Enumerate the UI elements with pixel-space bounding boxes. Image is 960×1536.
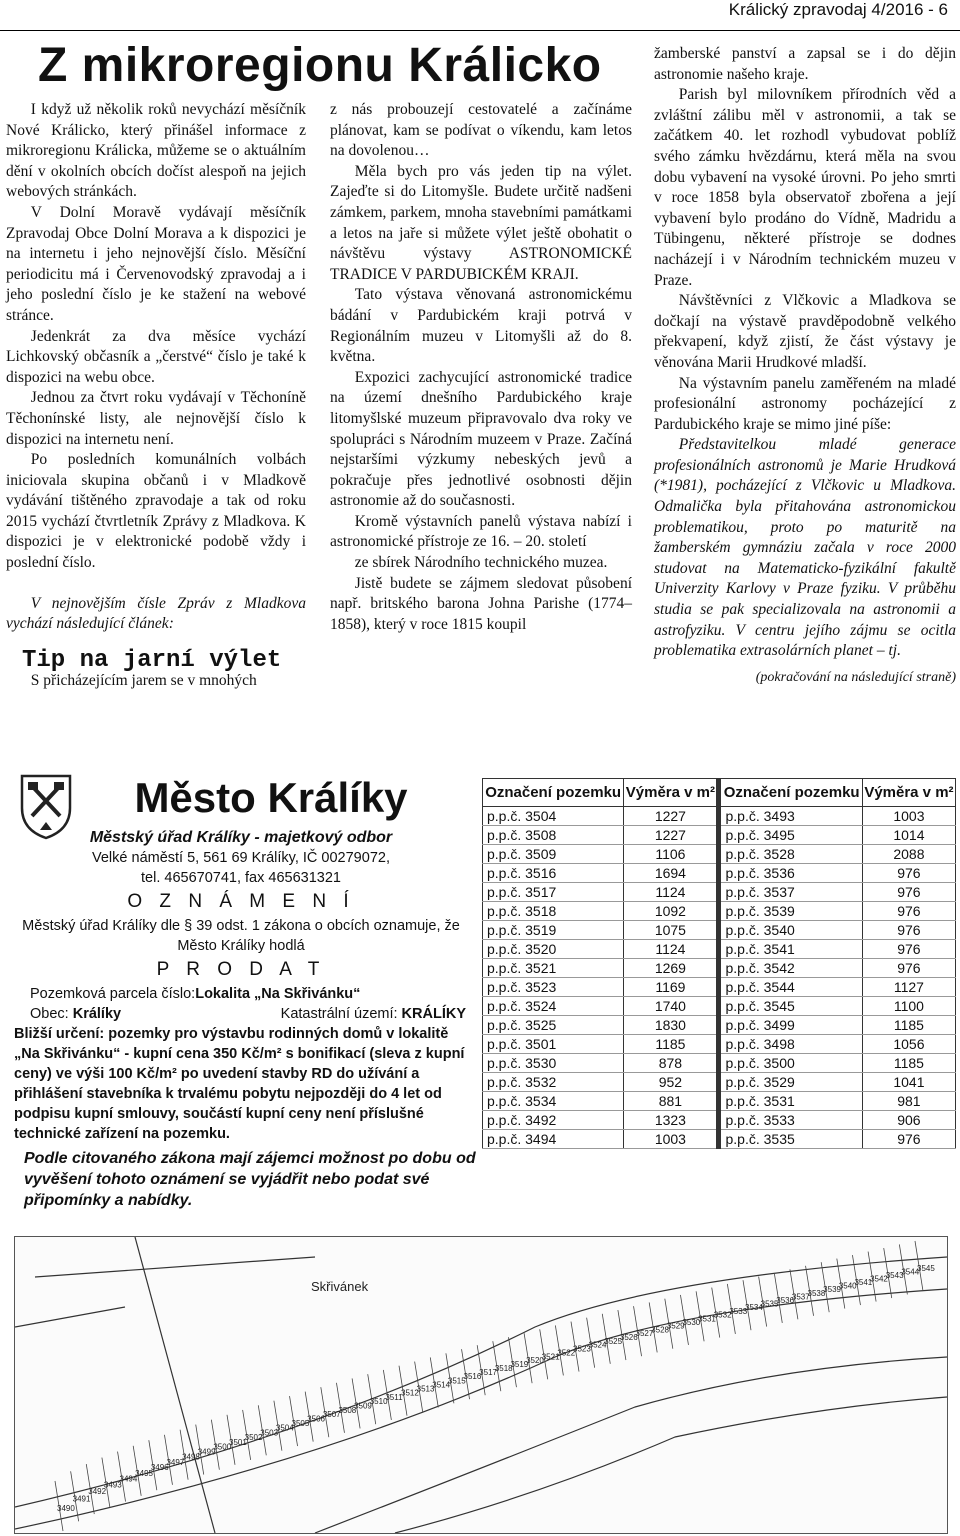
lot-number-label: 3542 — [870, 1274, 888, 1284]
col2-paragraph: Měla bych pro vás jeden tip na výlet. Zajeďte si do Litomyšle. Budete určitě nadšeni zámkem, parkem, mnoha stavebními památkami a letos na jaře si můžete výlet ještě obohatit o návštěvu výstavy ASTRONOMICKÉ TRADICE V PARDUBICKÉM KRAJI. — [330, 162, 632, 283]
parcel-area-cell: 1075 — [624, 921, 719, 940]
col1-paragraph: Jedenkrát za dva měsíce vychází Lichkovský občasník a „čerstvé“ číslo je také k dispozici na webu obce. — [6, 327, 306, 386]
lot-number-label: 3512 — [401, 1388, 419, 1398]
parcel-area-cell: 906 — [862, 1111, 955, 1130]
parcel-area-cell: 976 — [862, 902, 955, 921]
lot-number-label: 3521 — [541, 1352, 560, 1362]
parcel-area-cell: 1269 — [624, 959, 719, 978]
parcel-area-cell: 1100 — [862, 997, 955, 1016]
table-row — [483, 978, 956, 997]
parcel-area-cell: 1003 — [862, 807, 955, 826]
parcel-id-cell: p.p.č. 3516 — [483, 864, 624, 883]
lot-number-label: 3544 — [901, 1267, 920, 1277]
lot-number-label: 3534 — [745, 1303, 763, 1313]
cadastral-map — [14, 1236, 948, 1534]
parcel-id-cell: p.p.č. 3537 — [719, 883, 862, 902]
parcel-area-cell: 1169 — [624, 978, 719, 997]
sale-announcement — [6, 770, 476, 1211]
parcel-area-cell: 1694 — [624, 864, 719, 883]
lot-number-label: 3508 — [338, 1405, 357, 1415]
lot-number-label: 3523 — [573, 1344, 591, 1354]
parcel-area-cell: 1106 — [624, 845, 719, 864]
parcel-id-cell: p.p.č. 3493 — [719, 807, 862, 826]
lot-number-label: 3519 — [510, 1360, 529, 1370]
obec-label: Obec: — [30, 1006, 69, 1022]
lot-number-label: 3501 — [229, 1437, 247, 1447]
announcement-note: Podle citovaného zákona mají zájemci možnost po dobu od vyvěšení tohoto oznámení se vyjádřit nebo podat své připomínky a nabídky. — [24, 1150, 476, 1209]
col3-paragraph: Návštěvníci z Vlčkovic a Mladkova se dočkají na výstavě pravděpodobně velkého překvapení, když zjistí, že část výstavy je věnována Marii Hrudkové mladší. — [654, 292, 956, 371]
lot-number-label: 3516 — [463, 1372, 482, 1382]
table-row — [483, 921, 956, 940]
parcel-area-cell: 2088 — [862, 845, 955, 864]
lot-number-label: 3492 — [88, 1487, 107, 1497]
col1-paragraph: Jednou za čtvrt roku vydávají v Těchoníně Těchonínské listy, ale nejnovější číslo k dispozici na internetu není. — [6, 389, 306, 448]
col3-paragraph: Parish byl milovníkem přírodních věd a zvláštní zálibu měl v astronomii, a tak se začátkem 40. let rozhodl vybudovat poblíž svého zámku hvězdárnu, která měla na svou dobu vybavení na vysoké úrovni. Po jeho smrti v roce 1858 byla observatoř zbořena a její vybavení bylo prodáno do Vídně, Madridu a Tübingenu, některé přístroje se dodnes nacházejí i v Národním technickém muzeu v Praze. — [654, 86, 956, 289]
parcel-table — [482, 778, 956, 1149]
col2-paragraph: Jistě budete se zájmem sledovat působení např. britského barona Johna Parishe (1774–1858), který v roce 1815 koupil — [330, 574, 632, 633]
parcel-value: Lokalita „Na Skřivánku“ — [195, 986, 361, 1002]
lot-number-label: 3527 — [635, 1329, 654, 1339]
parcel-id-cell: p.p.č. 3508 — [483, 826, 624, 845]
col1-paragraph: Po posledních komunálních volbách iniciovala skupina občanů i v Mladkově vydávání tištěného zpravodaje a tak od roku 2015 vychází čtvrtletník Zprávy z Mladkova. K dispozici je v elektronické podobě vždy i poslední číslo. — [6, 451, 306, 572]
lot-number-label: 3517 — [479, 1368, 497, 1378]
announcement-address: Velké náměstí 5, 561 69 Králíky, IČ 00279072, — [92, 850, 390, 866]
col3-quote: Představitelkou mladé generace profesionálních astronomů je Marie Hrudková (*1981), pocházející z Vlčkovic u Mladkova. Odmalička byla přitahována astronomickou problematikou, proto po maturitě na žamberském gymnáziu začala v roce 2000 studovat na Matematicko-fyzikální fakultě Univerzity Karlovy v Praze fyziku. V průběhu studia se pak specializovala na astronomii a astrofyziku. V centru jejího zájmu se ocitla problematika extrasolárních planet – tj. — [654, 436, 956, 660]
parcel-id-cell: p.p.č. 3536 — [719, 864, 862, 883]
announcement-law: Městský úřad Králíky dle § 39 odst. 1 zákona o obcích oznamuje, že Město Králíky hodlá — [22, 918, 460, 954]
parcel-id-cell: p.p.č. 3534 — [483, 1092, 624, 1111]
page-title: Z mikroregionu Králicko — [38, 39, 602, 92]
table-row — [483, 1092, 956, 1111]
parcel-area-cell: 1185 — [624, 1035, 719, 1054]
lot-number-label: 3493 — [103, 1480, 122, 1490]
parcel-area-cell: 1185 — [862, 1054, 955, 1073]
parcel-id-cell: p.p.č. 3532 — [483, 1073, 624, 1092]
lot-number-label: 3495 — [135, 1468, 153, 1478]
lot-number-label: 3491 — [72, 1494, 91, 1504]
lot-number-label: 3500 — [213, 1442, 232, 1452]
parcel-id-cell: p.p.č. 3495 — [719, 826, 862, 845]
announcement-office: Městský úřad Králíky - majetkový odbor — [89, 829, 393, 846]
column-1 — [6, 100, 306, 692]
col1-intro-italic: V nejnovějším čísle Zpráv z Mladkova vychází následující článek: — [6, 594, 306, 633]
lot-number-label: 3499 — [197, 1447, 216, 1457]
lot-number-label: 3518 — [494, 1364, 513, 1374]
parcel-area-cell: 1740 — [624, 997, 719, 1016]
col2-paragraph: Kromě výstavních panelů výstava nabízí i astronomické přístroje ze 16. – 20. století — [330, 512, 632, 551]
continued-note: (pokračování na následující straně) — [755, 669, 956, 685]
parcel-id-cell: p.p.č. 3531 — [719, 1092, 862, 1111]
parcel-area-cell: 1124 — [624, 940, 719, 959]
parcel-id-cell: p.p.č. 3517 — [483, 883, 624, 902]
lot-number-label: 3502 — [244, 1432, 263, 1442]
lot-number-label: 3533 — [729, 1306, 748, 1316]
lot-number-label: 3490 — [57, 1504, 75, 1513]
parcel-area-cell: 1127 — [862, 978, 955, 997]
map-place-label: Skřivánek — [311, 1279, 369, 1294]
table-row — [483, 902, 956, 921]
table-row — [483, 1073, 956, 1092]
header-rule — [0, 30, 960, 31]
parcel-id-cell: p.p.č. 3504 — [483, 807, 624, 826]
lot-number-label: 3504 — [275, 1423, 294, 1433]
col2-paragraph: Expozici zachycující astronomické tradice na území dnešního Pardubického kraje litomyšlské muzeum připravovalo dva roky ve spolupráci s Národním muzeem v Praze. Začíná nejstaršími výzkumy nebeských jevů a pokračuje přes jednotlivé osobnosti dějin astronomie až do současnosti. — [330, 368, 632, 510]
article-title: Tip na jarní výlet — [22, 646, 282, 674]
parcel-id-cell: p.p.č. 3535 — [719, 1130, 862, 1149]
table-row — [483, 883, 956, 902]
parcel-area-cell: 1124 — [624, 883, 719, 902]
parcel-id-cell: p.p.č. 3524 — [483, 997, 624, 1016]
parcel-id-cell: p.p.č. 3525 — [483, 1016, 624, 1035]
lot-number-label: 3525 — [604, 1336, 623, 1346]
table-row — [483, 864, 956, 883]
column-2 — [330, 100, 632, 635]
parcel-id-cell: p.p.č. 3499 — [719, 1016, 862, 1035]
lot-number-label: 3545 — [917, 1264, 935, 1273]
table-row — [483, 1054, 956, 1073]
table-header: Výměra v m² — [862, 779, 955, 807]
table-row — [483, 997, 956, 1016]
parcel-id-cell: p.p.č. 3539 — [719, 902, 862, 921]
parcel-area-cell: 878 — [624, 1054, 719, 1073]
parcel-area-cell: 976 — [862, 1130, 955, 1149]
parcel-area-cell: 976 — [862, 940, 955, 959]
announcement-city: Město Králíky — [134, 774, 408, 821]
table-row — [483, 826, 956, 845]
parcel-id-cell: p.p.č. 3501 — [483, 1035, 624, 1054]
parcel-area-cell: 1041 — [862, 1073, 955, 1092]
obec-value: Králíky — [72, 1006, 122, 1022]
table-header: Označení pozemku — [483, 779, 624, 807]
obec-row — [6, 1004, 476, 1024]
parcel-id-cell: p.p.č. 3545 — [719, 997, 862, 1016]
lot-number-label: 3531 — [698, 1314, 716, 1324]
table-row — [483, 1111, 956, 1130]
lot-number-label: 3511 — [385, 1392, 403, 1402]
parcel-id-cell: p.p.č. 3494 — [483, 1130, 624, 1149]
parcel-area-cell: 1056 — [862, 1035, 955, 1054]
parcel-area-cell: 1830 — [624, 1016, 719, 1035]
col1-paragraph: V Dolní Moravě vydávají měsíčník Zpravodaj Obce Dolní Morava a k dispozici je na internetu i jeho nejnovější číslo. Měsíční periodicitu má i Červenovodský zpravodaj a i jeho poslední číslo je ke stažení na webové stránce. — [6, 203, 306, 324]
table-header: Označení pozemku — [719, 779, 862, 807]
lot-number-label: 3505 — [291, 1419, 310, 1429]
parcel-area-cell: 976 — [862, 883, 955, 902]
lot-number-label: 3497 — [166, 1457, 185, 1467]
table-header: Výměra v m² — [624, 779, 719, 807]
lot-number-label: 3494 — [119, 1474, 138, 1484]
column-3 — [654, 44, 956, 688]
col1-paragraph: I když už několik roků nevychází měsíčník Nové Králicko, který přinášel informace z mikroregionu Králicka, můžeme se o aktuálním dění v okolních obcích dočíst alespoň na jejich webových stránkách. — [6, 101, 306, 201]
parcel-id-cell: p.p.č. 3520 — [483, 940, 624, 959]
parcel-area-cell: 981 — [862, 1092, 955, 1111]
lot-number-label: 3514 — [432, 1380, 451, 1390]
col3-paragraph: žamberské panství a zapsal se i do dějin astronomie našeho kraje. — [654, 45, 956, 83]
page-header: Králický zpravodaj 4/2016 - 6 — [728, 0, 948, 19]
kat-value: KRÁLÍKY — [401, 1006, 466, 1022]
parcel-id-cell: p.p.č. 3540 — [719, 921, 862, 940]
parcel-id-cell: p.p.č. 3529 — [719, 1073, 862, 1092]
parcel-id-cell: p.p.č. 3541 — [719, 940, 862, 959]
table-row — [483, 940, 956, 959]
parcel-area-cell: 1003 — [624, 1130, 719, 1149]
parcel-id-cell: p.p.č. 3509 — [483, 845, 624, 864]
announcement-sell: P R O D A T — [156, 959, 326, 980]
lot-number-label: 3522 — [557, 1348, 576, 1358]
parcel-area-cell: 1323 — [624, 1111, 719, 1130]
parcel-id-cell: p.p.č. 3530 — [483, 1054, 624, 1073]
col2-paragraph: z nás probouzejí cestovatelé a začínáme plánovat, kam se podívat o víkendu, kam letos na dovolenou… — [330, 101, 632, 160]
table-row — [483, 959, 956, 978]
parcel-area-cell: 976 — [862, 959, 955, 978]
parcel-area-cell: 1014 — [862, 826, 955, 845]
parcel-id-cell: p.p.č. 3544 — [719, 978, 862, 997]
col3-paragraph: Na výstavním panelu zaměřeném na mladé profesionální astronomy pocházející z Pardubického kraje se mimo jiné píše: — [654, 374, 956, 433]
parcel-id-cell: p.p.č. 3500 — [719, 1054, 862, 1073]
table-row — [483, 845, 956, 864]
announcement-detail: Bližší určení: pozemky pro výstavbu rodinných domů v lokalitě „Na Skřivánku“ - kupní cena 350 Kč/m² s bonifikací (sleva z kupní ceny) ve výši 100 Kč/m² po uvedení stavby RD do užívání a přihlášení stavebníka k trvalému pobytu nejpozději do 4 let od podpisu kupní smlouvy, součástí kupní ceny není příslušné technické zařízení na pozemku. — [14, 1026, 465, 1142]
lot-number-label: 3539 — [823, 1285, 841, 1295]
lot-number-label: 3515 — [447, 1376, 466, 1386]
lot-number-label: 3532 — [713, 1310, 732, 1320]
lot-number-label: 3513 — [416, 1384, 435, 1394]
lot-number-label: 3507 — [322, 1410, 341, 1420]
lot-number-label: 3498 — [182, 1452, 200, 1462]
lot-number-label: 3526 — [619, 1333, 638, 1343]
lot-number-label: 3535 — [760, 1299, 779, 1309]
parcel-area-cell: 976 — [862, 921, 955, 940]
parcel-id-cell: p.p.č. 3519 — [483, 921, 624, 940]
announcement-phone: tel. 465670741, fax 465631321 — [141, 870, 341, 886]
lot-number-label: 3510 — [369, 1397, 388, 1407]
col2-paragraph: Tato výstava věnovaná astronomickému bádání v Pardubickém kraji potrvá v Regionálním muzeu v Litomyšli až do 8. května. — [330, 286, 632, 366]
lot-number-label: 3524 — [588, 1340, 607, 1350]
lot-number-label: 3541 — [854, 1278, 873, 1288]
table-row — [483, 1130, 956, 1149]
lot-number-label: 3540 — [838, 1281, 857, 1291]
parcel-label: Pozemková parcela číslo: — [30, 986, 196, 1002]
lot-number-label: 3503 — [260, 1428, 279, 1438]
announcement-notice: O Z N Á M E N Í — [127, 891, 355, 912]
parcel-area-cell: 1092 — [624, 902, 719, 921]
lot-number-label: 3506 — [307, 1414, 325, 1424]
parcel-id-cell: p.p.č. 3542 — [719, 959, 862, 978]
lot-number-label: 3496 — [150, 1463, 169, 1473]
article-lead: S přicházejícím jarem se v mnohých — [30, 672, 257, 690]
parcel-id-cell: p.p.č. 3492 — [483, 1111, 624, 1130]
lot-number-label: 3536 — [776, 1295, 795, 1305]
parcel-id-cell: p.p.č. 3523 — [483, 978, 624, 997]
parcel-id-cell: p.p.č. 3528 — [719, 845, 862, 864]
parcel-area-cell: 1227 — [624, 807, 719, 826]
parcel-area-cell: 952 — [624, 1073, 719, 1092]
parcel-id-cell: p.p.č. 3518 — [483, 902, 624, 921]
parcel-area-cell: 1227 — [624, 826, 719, 845]
parcel-id-cell: p.p.č. 3521 — [483, 959, 624, 978]
lot-number-label: 3529 — [666, 1321, 685, 1331]
table-row — [483, 1016, 956, 1035]
parcel-area-cell: 1185 — [862, 1016, 955, 1035]
lot-number-label: 3530 — [682, 1317, 701, 1327]
lot-number-label: 3520 — [526, 1356, 544, 1366]
lot-number-label: 3543 — [885, 1271, 904, 1281]
table-header-row — [483, 779, 956, 807]
parcel-id-cell: p.p.č. 3533 — [719, 1111, 862, 1130]
lot-number-label: 3528 — [651, 1325, 669, 1335]
parcel-area-cell: 976 — [862, 864, 955, 883]
map-drawing — [15, 1237, 947, 1533]
table-row — [483, 807, 956, 826]
parcel-id-cell: p.p.č. 3498 — [719, 1035, 862, 1054]
kat-label: Katastrální území: — [280, 1006, 398, 1022]
lot-number-label: 3509 — [354, 1401, 372, 1411]
table-row — [483, 1035, 956, 1054]
lot-number-label: 3537 — [791, 1292, 810, 1302]
parcel-area-cell: 881 — [624, 1092, 719, 1111]
parcel-row — [6, 984, 476, 1004]
lot-number-label: 3538 — [807, 1288, 826, 1298]
col2-paragraph: ze sbírek Národního technického muzea. — [354, 554, 608, 572]
